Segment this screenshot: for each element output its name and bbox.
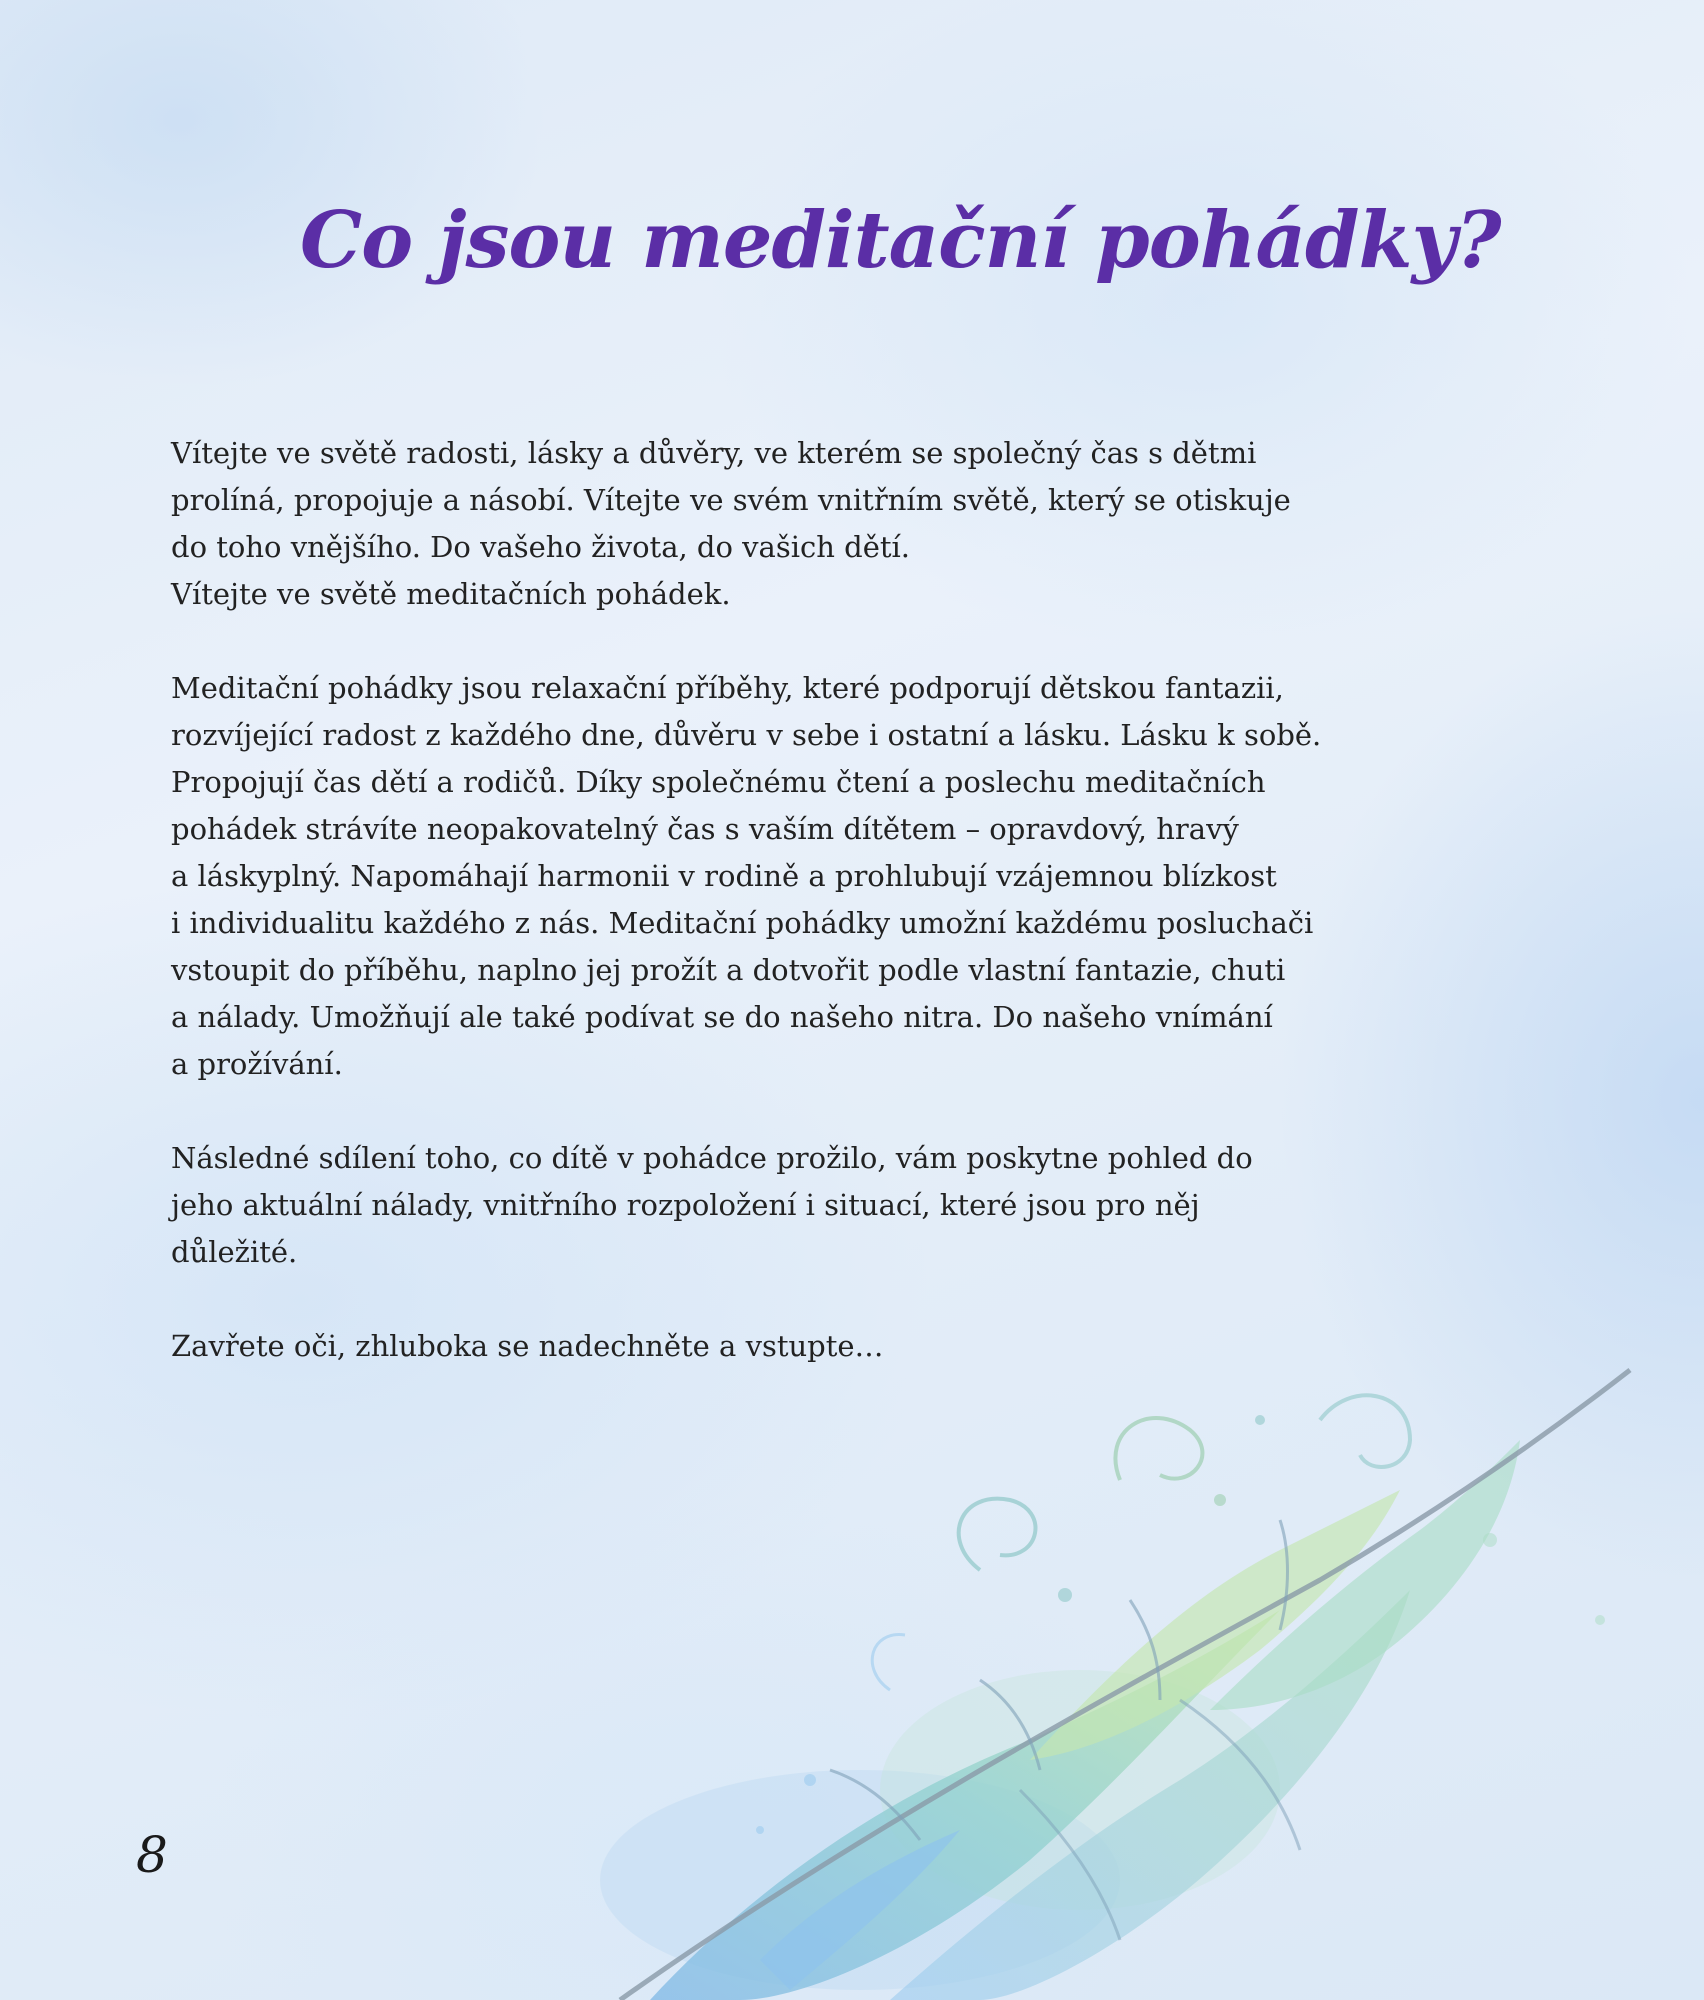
text-line: Vítejte ve světě radosti, lásky a důvěry, ve kterém se společný čas s dětmi — [171, 436, 1257, 470]
text-line: Meditační pohádky jsou relaxační příběhy, které podporují dětskou fantazii, — [171, 671, 1284, 705]
text-line: a nálady. Umožňují ale také podívat se do našeho nitra. Do našeho vnímání — [171, 1000, 1273, 1034]
text-line: Vítejte ve světě meditačních pohádek. — [171, 577, 731, 611]
text-line: a prožívání. — [171, 1047, 343, 1081]
text-line: jeho aktuální nálady, vnitřního rozpoložení i situací, které jsou pro něj — [171, 1188, 1200, 1222]
paragraph-2 — [171, 665, 1441, 1088]
text-line: Následné sdílení toho, co dítě v pohádce prožilo, vám poskytne pohled do — [171, 1141, 1253, 1175]
text-line: rozvíjející radost z každého dne, důvěru v sebe i ostatní a lásku. Lásku k sobě. — [171, 718, 1322, 752]
page-number: 8 — [136, 1826, 168, 1884]
text-line: do toho vnějšího. Do vašeho života, do vašich dětí. — [171, 530, 911, 564]
text-line: a láskyplný. Napomáhají harmonii v rodině a prohlubují vzájemnou blízkost — [171, 859, 1277, 893]
page-title: Co jsou meditační pohádky? — [300, 195, 1501, 286]
text-line: prolíná, propojuje a násobí. Vítejte ve svém vnitřním světě, který se otiskuje — [171, 483, 1291, 517]
text-line: pohádek strávíte neopakovatelný čas s vaším dítětem – opravdový, hravý — [171, 812, 1239, 846]
paragraph-3 — [171, 1135, 1441, 1276]
paragraph-1 — [171, 430, 1441, 618]
text-line: vstoupit do příběhu, naplno jej prožít a dotvořit podle vlastní fantazie, chuti — [171, 953, 1286, 987]
feather-icon — [560, 1360, 1704, 2000]
text-line: důležité. — [171, 1235, 298, 1269]
body-text — [171, 430, 1441, 1417]
text-line: i individualitu každého z nás. Meditační pohádky umožní každému posluchači — [171, 906, 1314, 940]
text-line: Zavřete oči, zhluboka se nadechněte a vstupte… — [171, 1329, 884, 1363]
text-line: Propojují čas dětí a rodičů. Díky společnému čtení a poslechu meditačních — [171, 765, 1266, 799]
